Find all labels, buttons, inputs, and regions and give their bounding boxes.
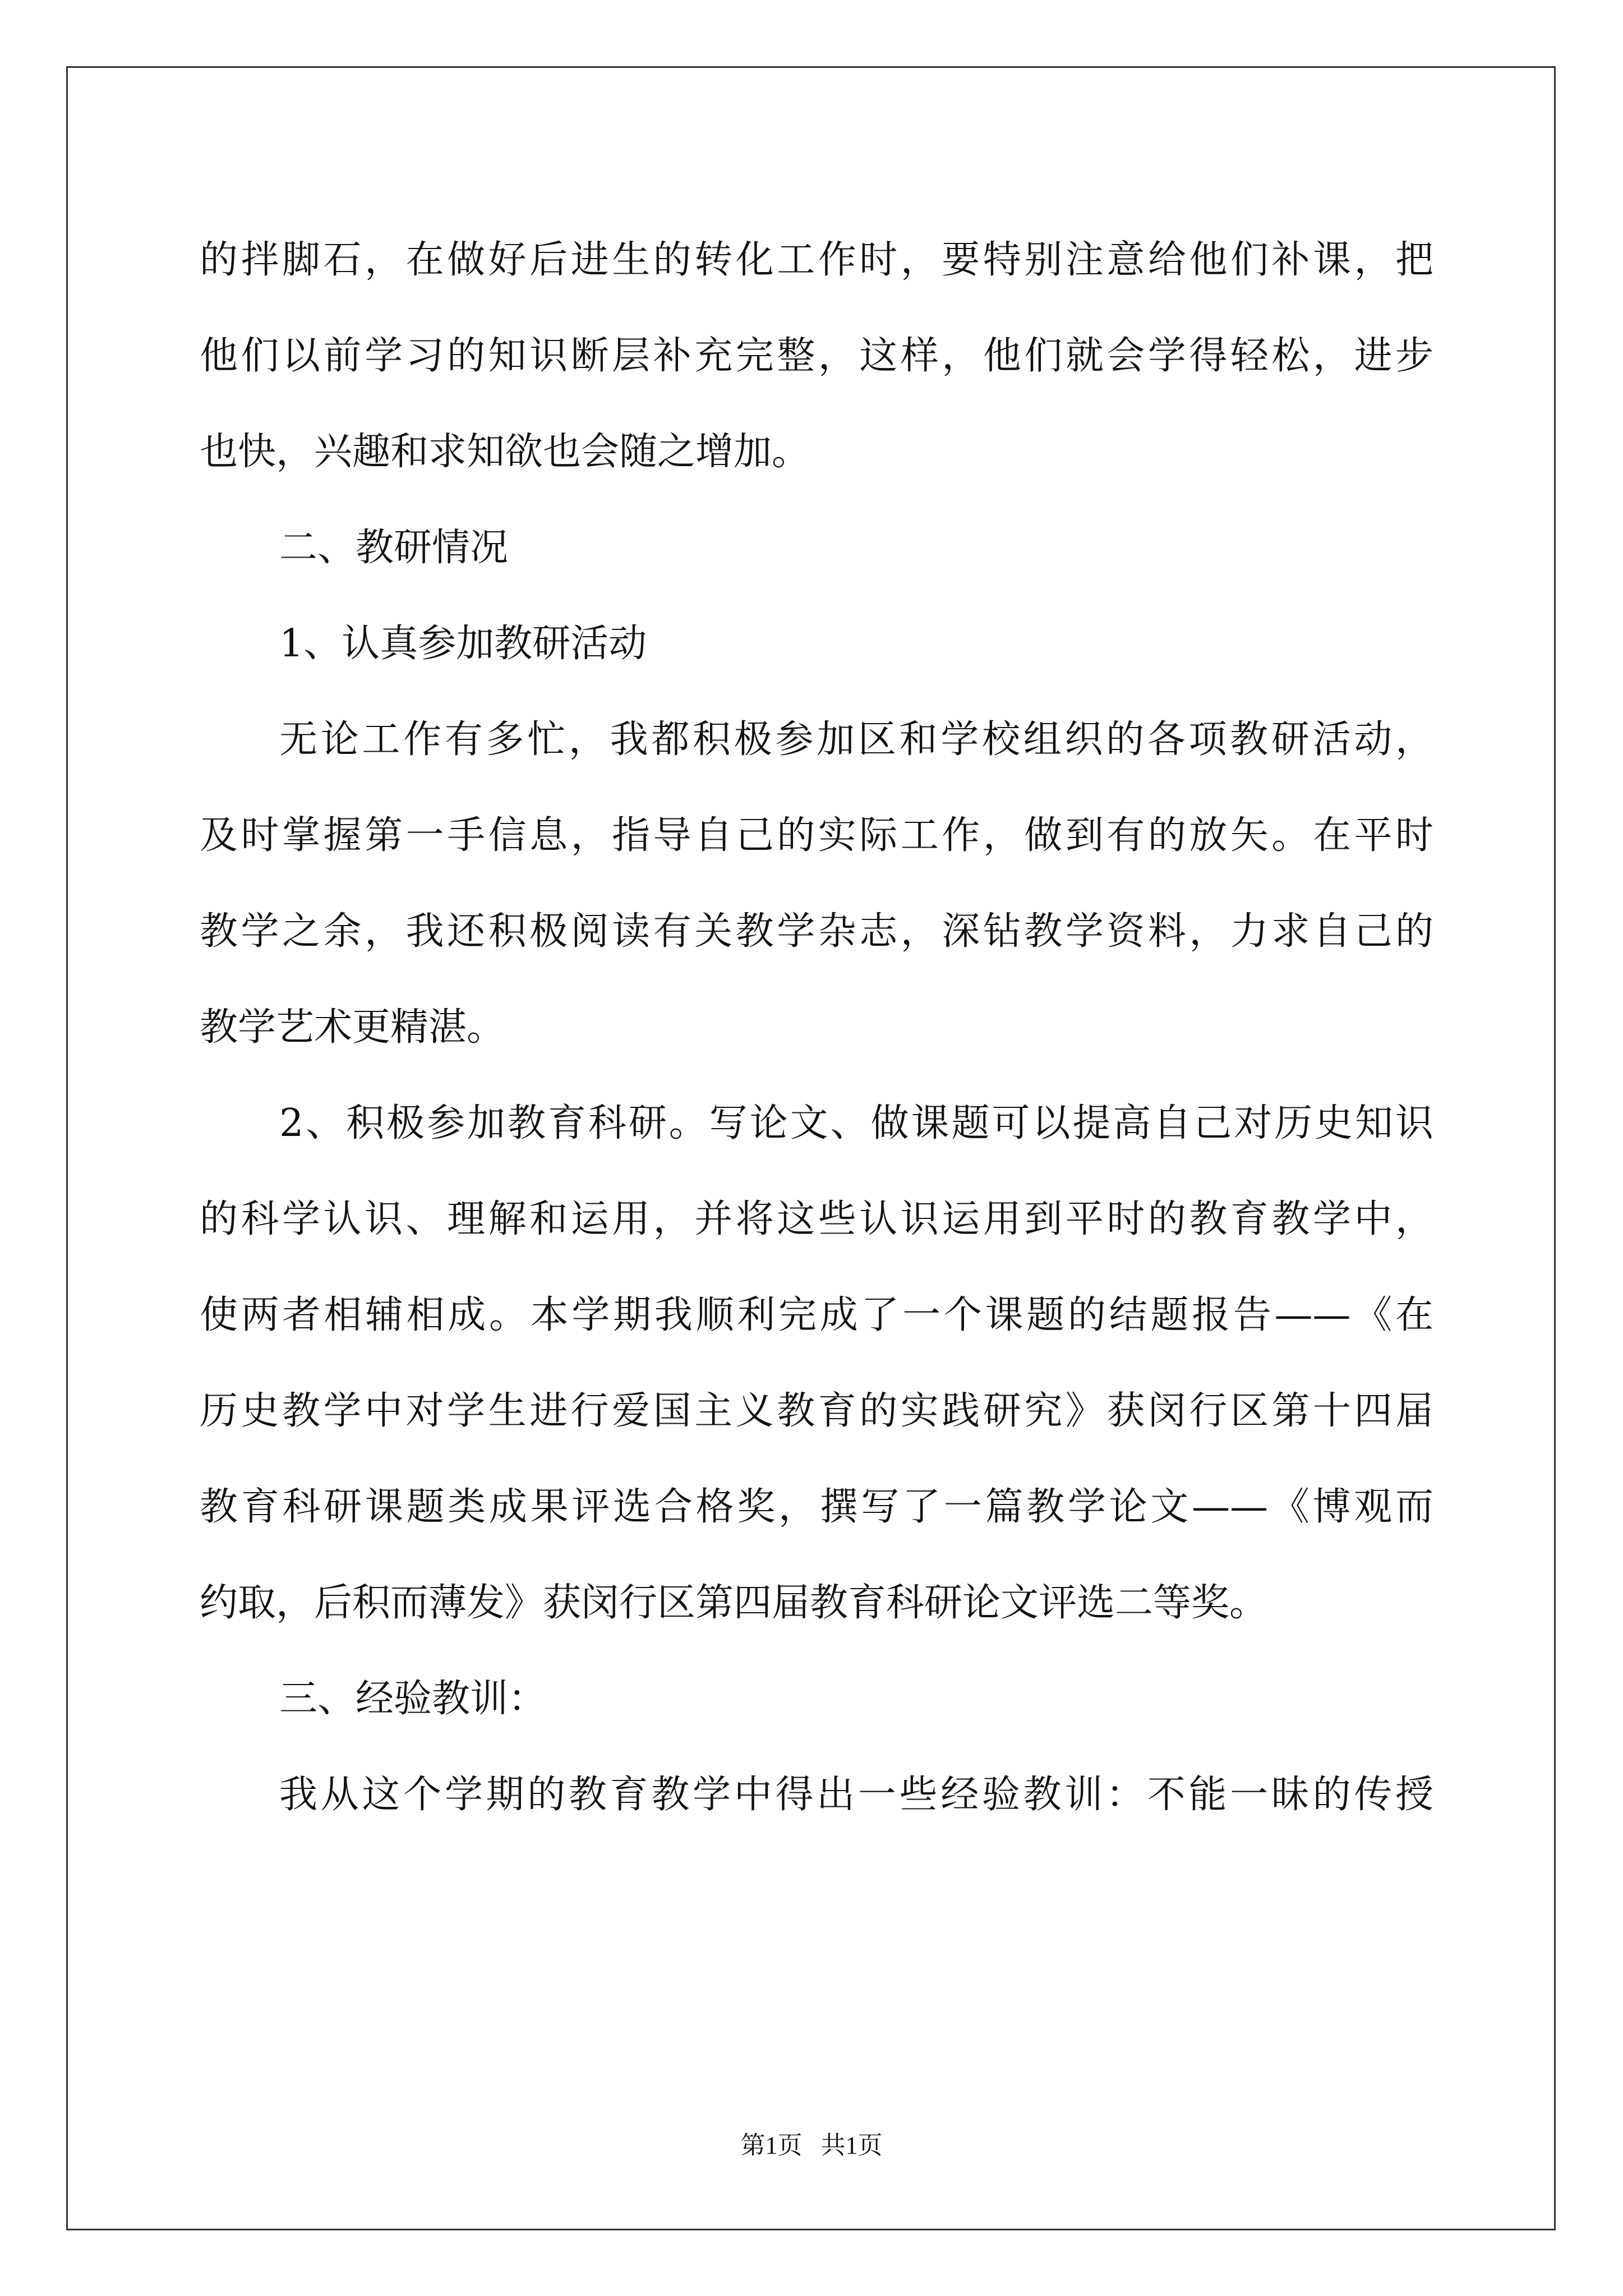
text-line: 也快，兴趣和求知欲也会随之增加。: [200, 430, 810, 474]
text-line: 教育科研课题类成果评选合格奖，撰写了一篇教学论文——《博观而: [200, 1485, 1433, 1529]
text-line: 约取，后积而薄发》获闵行区第四届教育科研论文评选二等奖。: [200, 1581, 1268, 1625]
text-line: 历史教学中对学生进行爱国主义教育的实践研究》获闵行区第十四届: [200, 1389, 1433, 1433]
document-body: [200, 212, 1433, 1843]
text-line: 我从这个学期的教育教学中得出一些经验教训：不能一昧的传授: [279, 1773, 1433, 1817]
text-line: 教学艺术更精湛。: [200, 1005, 505, 1050]
text-line: 的科学认识、理解和运用，并将这些认识运用到平时的教育教学中，: [200, 1197, 1433, 1241]
text-line: 使两者相辅相成。本学期我顺利完成了一个课题的结题报告——《在: [200, 1293, 1433, 1337]
text-line: 教学之余，我还积极阅读有关教学杂志，深钻教学资料，力求自己的: [200, 909, 1433, 954]
page-footer: 第1页 共1页: [740, 2132, 883, 2159]
section-heading: 三、经验教训：: [279, 1677, 547, 1721]
section-heading: 二、教研情况: [279, 526, 509, 570]
text-line: 2、积极参加教育科研。写论文、做课题可以提高自己对历史知识: [279, 1101, 1433, 1145]
text-line: 及时掌握第一手信息，指导自己的实际工作，做到有的放矢。在平时: [200, 813, 1433, 858]
text-line: 无论工作有多忙，我都积极参加区和学校组织的各项教研活动，: [279, 717, 1433, 762]
text-line: 他们以前学习的知识断层补充完整，这样，他们就会学得轻松，进步: [200, 334, 1433, 378]
subsection-heading: 1、认真参加教研活动: [279, 622, 647, 666]
text-line: 的拌脚石，在做好后进生的转化工作时，要特别注意给他们补课，把: [200, 238, 1433, 282]
